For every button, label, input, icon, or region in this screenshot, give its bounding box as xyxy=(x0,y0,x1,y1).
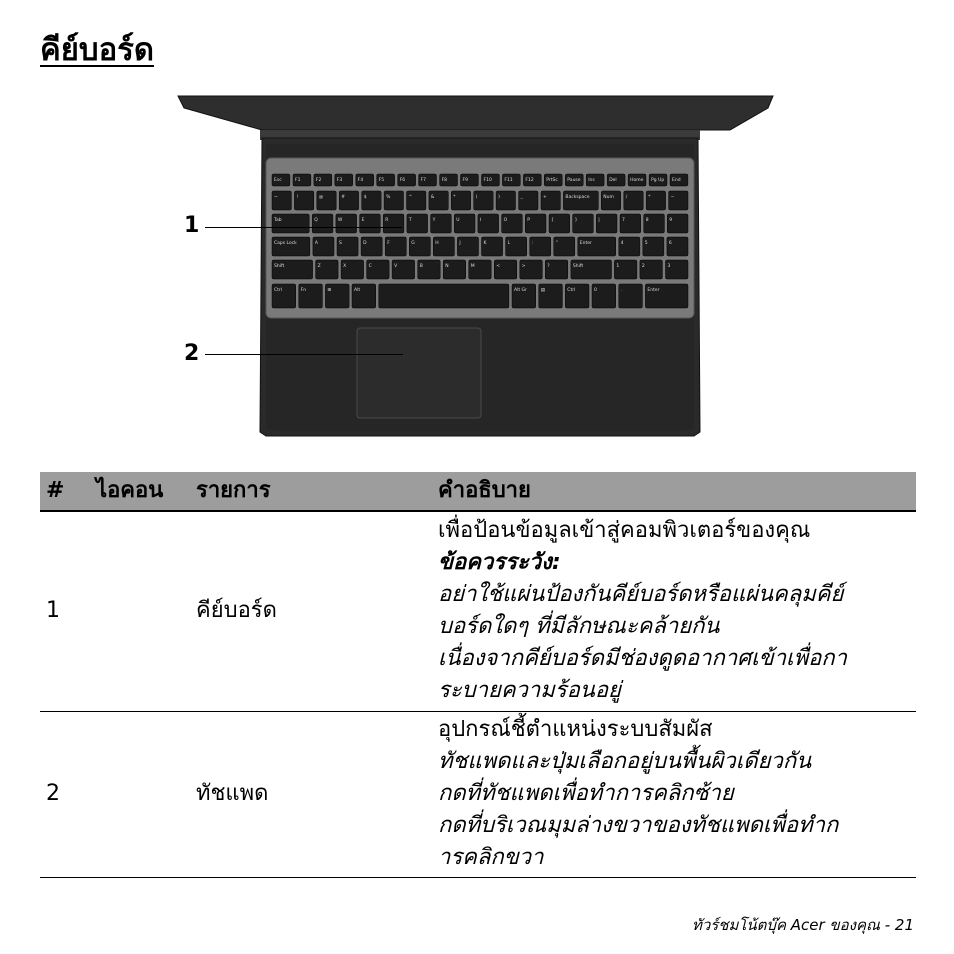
keyboard-key xyxy=(554,237,575,256)
keyboard-key-label: { xyxy=(551,218,554,223)
keyboard-key-label: ? xyxy=(547,264,550,269)
keyboard-key-label: Caps Lock xyxy=(274,241,297,246)
keyboard-key xyxy=(362,191,381,210)
keyboard-key-label: . xyxy=(620,288,623,293)
keyboard-key-label: Enter xyxy=(579,241,592,246)
keyboard-key-label: K xyxy=(483,241,487,246)
keyboard-key-label: I xyxy=(479,218,482,223)
desc-line: กดที่บริเวณมุมล่างขวาของทัชแพดเพื่อทำก xyxy=(438,813,839,838)
row-icon xyxy=(96,711,196,877)
table-row xyxy=(40,711,916,877)
page-title: คีย์บอร์ด xyxy=(40,32,154,68)
keyboard-key-label: @ xyxy=(318,195,324,200)
keyboard-key xyxy=(409,237,430,256)
keyboard-key-label: Pause xyxy=(567,178,581,183)
row-item: ทัชแพด xyxy=(196,781,269,806)
keyboard-key-label: 0 xyxy=(594,288,597,293)
keyboard-key-label: 8 xyxy=(645,218,649,223)
keyboard-key-label: M xyxy=(470,264,475,269)
keyboard-key-label: * xyxy=(648,195,651,200)
page-footer: ทัวร์ชมโน้ตบุ๊ค Acer ของคุณ - 21 xyxy=(691,916,914,934)
keyboard-key xyxy=(407,214,428,233)
keyboard-key xyxy=(667,237,688,256)
keyboard-key xyxy=(360,214,381,233)
keyboard-key-label: F7 xyxy=(420,178,427,183)
keyboard-key-label: F xyxy=(387,241,390,246)
row-desc xyxy=(434,511,916,711)
keyboard-key-label: Ins xyxy=(588,178,595,183)
keyboard-key-label: 1 xyxy=(616,264,620,269)
desc-line: อย่าใช้แผ่นป้องกันคีย์บอร์ดหรือแผ่นคลุมคีย์ xyxy=(438,582,844,608)
keyboard-key xyxy=(624,191,643,210)
desc-line: บอร์ดใดๆ ที่มีลักษณะคล้ายกัน xyxy=(438,614,720,640)
keyboard-key-label: Shift xyxy=(572,264,584,269)
keyboard-key xyxy=(496,191,515,210)
keyboard-key-label: Alt Gr xyxy=(514,288,527,293)
keyboard-key-label: Num xyxy=(603,195,614,200)
keyboard-key xyxy=(272,214,309,233)
row-item: คีย์บอร์ด xyxy=(196,598,277,624)
keyboard-key-label: C xyxy=(368,264,372,269)
keyboard-key xyxy=(341,260,364,279)
keyboard-key-label: Z xyxy=(317,264,321,269)
keyboard-key-label: 5 xyxy=(644,241,648,246)
keyboard-key-label: < xyxy=(496,264,501,269)
keyboard-key xyxy=(443,260,466,279)
keyboard-key-label: F11 xyxy=(504,178,513,183)
keyboard-key-label: ( xyxy=(475,195,478,200)
keyboard-key-label: | xyxy=(598,218,600,223)
table-header-row xyxy=(40,472,916,511)
keyboard-key xyxy=(520,260,543,279)
desc-line: เนื่องจากคีย์บอร์ดมีช่องดูดอากาศเข้าเพื่อกา xyxy=(438,646,847,672)
keyboard-key-label: F12 xyxy=(525,178,534,183)
keyboard-key-label: ▤ xyxy=(540,288,545,293)
desc-line: ระบายความร้อนอยู่ xyxy=(438,678,621,704)
header-num: # xyxy=(40,472,96,511)
keyboard-key-label: Ctrl xyxy=(567,288,576,293)
keyboard-key xyxy=(379,284,509,308)
keyboard-key-label: F2 xyxy=(315,178,322,183)
desc-line: ทัชแพดและปุ่มเลือกอยู่บนพื้นผิวเดียวกัน xyxy=(438,749,812,774)
keyboard-key-label: 7 xyxy=(622,218,625,223)
keyboard-key xyxy=(429,191,448,210)
keyboard-key xyxy=(619,237,640,256)
keyboard-key-label: " xyxy=(555,241,558,246)
keyboard-key xyxy=(545,260,568,279)
keyboard-key xyxy=(506,237,527,256)
keyboard-key-label: Tab xyxy=(274,218,282,223)
keyboard-key xyxy=(407,191,426,210)
keyboard-key-label: F6 xyxy=(399,178,406,183)
table-row xyxy=(40,511,916,711)
keyboard-key-label: R xyxy=(385,218,389,223)
keyboard-key-label: L xyxy=(507,241,511,246)
desc-line: กดที่ทัชแพดเพื่อทำการคลิกซ้าย xyxy=(438,781,734,806)
keyboard-key xyxy=(614,260,637,279)
keyboard-key-label: ! xyxy=(296,195,299,200)
keyboard-key-label: Y xyxy=(432,218,436,223)
keyboard-key-label: F4 xyxy=(357,178,364,183)
desc-line: เพื่อป้อนข้อมูลเข้าสู่คอมพิวเตอร์ของคุณ xyxy=(438,518,811,544)
keyboard-key xyxy=(596,214,617,233)
keyboard-key-label: D xyxy=(363,241,367,246)
keyboard-key xyxy=(316,260,339,279)
keyboard-key xyxy=(451,191,470,210)
row-icon xyxy=(96,511,196,711)
keyboard-key xyxy=(640,260,663,279)
keyboard-key xyxy=(431,214,452,233)
callout-1-label: 1 xyxy=(184,213,200,238)
keyboard-key xyxy=(272,260,313,279)
keyboard-key xyxy=(541,191,560,210)
keyboard-key xyxy=(383,214,404,233)
keyboard-key-label: F5 xyxy=(378,178,385,183)
keyboard-key-label: W xyxy=(337,218,343,223)
keyboard-key xyxy=(469,260,492,279)
keyboard-key-label: A xyxy=(314,241,318,246)
keyboard-key-label: 4 xyxy=(620,241,624,246)
keyboard-key xyxy=(418,260,441,279)
keyboard-key-label: B xyxy=(419,264,423,269)
keyboard-key xyxy=(272,191,291,210)
keyboard-key-label: _ xyxy=(520,195,523,200)
keyboard-key xyxy=(337,237,358,256)
keyboard-key-label: F1 xyxy=(295,178,301,183)
keyboard-key-label: $ xyxy=(363,195,367,200)
keyboard-key-label: 9 xyxy=(669,218,673,223)
keyboard-key xyxy=(478,214,499,233)
keyboard-key xyxy=(619,284,643,308)
keyboard-key-label: X xyxy=(343,264,347,269)
keyboard-key-label: ^ xyxy=(408,195,413,200)
keyboard-key-label: Backspace xyxy=(565,195,590,200)
keyboard-key-label: T xyxy=(408,218,412,223)
callout-2-line xyxy=(205,354,403,355)
keyboard-key-label: Esc xyxy=(274,178,282,183)
keyboard-key-label: Q xyxy=(314,218,318,223)
row-desc xyxy=(434,711,916,877)
keyboard-key-label: S xyxy=(339,241,342,246)
keyboard-key xyxy=(519,191,538,210)
laptop-lid xyxy=(178,96,773,130)
keyboard-key-label: Ctrl xyxy=(274,288,283,293)
keyboard-key-label: V xyxy=(394,264,398,269)
header-desc: คำอธิบาย xyxy=(434,472,916,511)
keyboard-key-label: # xyxy=(341,195,345,200)
keyboard-key xyxy=(502,214,523,233)
keyboard-key xyxy=(367,260,390,279)
keyboard-key-label: Enter xyxy=(647,288,660,293)
keyboard-key-label: E xyxy=(361,218,365,223)
laptop-keyboard-figure xyxy=(170,90,790,450)
keyboard-key xyxy=(669,191,688,210)
keyboard-key-label: P xyxy=(527,218,531,223)
desc-line: ารคลิกขวา xyxy=(438,845,544,870)
keyboard-key-label: N xyxy=(445,264,449,269)
keyboard-key-label: O xyxy=(503,218,508,223)
keyboard-key-label: : xyxy=(531,241,534,246)
keyboard-key-label: F3 xyxy=(336,178,343,183)
keyboard-key xyxy=(317,191,336,210)
keyboard-key xyxy=(578,237,616,256)
keyboard-key-label: 3 xyxy=(667,264,671,269)
keyboard-key xyxy=(530,237,551,256)
keyboard-key xyxy=(392,260,415,279)
keyboard-key-label: Shift xyxy=(274,264,285,269)
keyboard-key xyxy=(482,237,503,256)
keyboard-key-label: + xyxy=(543,195,547,200)
keyboard-key xyxy=(336,214,357,233)
keyboard-key xyxy=(454,214,475,233)
keyboard-key-label: Home xyxy=(630,178,644,183)
keyboard-key xyxy=(643,237,664,256)
keyboard-key xyxy=(601,191,620,210)
keyboard-key-label: Pg Up xyxy=(651,178,665,183)
keyboard-key xyxy=(294,191,313,210)
keyboard-key xyxy=(525,214,546,233)
keyboard-key-label: ~ xyxy=(274,195,278,200)
touchpad xyxy=(357,328,481,418)
keyboard-key xyxy=(620,214,641,233)
row-num: 1 xyxy=(46,598,60,624)
keyboard-key xyxy=(573,214,594,233)
keyboard-key-label: Fn xyxy=(300,288,307,293)
keyboard-key-label: G xyxy=(411,241,415,246)
keyboard-key-label: − xyxy=(670,195,675,200)
keyboard-key xyxy=(457,237,478,256)
keyboard-key-label: End xyxy=(672,178,681,183)
keyboard-key xyxy=(433,237,454,256)
header-item: รายการ xyxy=(196,472,434,511)
keyboard-key-label: F9 xyxy=(462,178,468,183)
keyboard-key-label: ) xyxy=(498,195,500,200)
keyboard-key-label: PrtSc xyxy=(546,178,558,183)
keyboard-key-label: F10 xyxy=(483,178,492,183)
keyboard-key xyxy=(474,191,493,210)
callout-1-line xyxy=(205,227,402,228)
keyboard-key-label: ⊞ xyxy=(327,288,332,293)
keyboard-key-label: 6 xyxy=(668,241,672,246)
row-num: 2 xyxy=(46,781,60,806)
header-icon: ไอคอน xyxy=(96,472,196,511)
desc-line: อุปกรณ์ชี้ตำแหน่งระบบสัมผัส xyxy=(438,717,713,742)
keyboard-key-label: Alt xyxy=(354,288,361,293)
keyboard-key xyxy=(272,237,310,256)
keyboard-key xyxy=(384,191,403,210)
keyboard-key xyxy=(646,191,665,210)
keyboard-key xyxy=(312,214,333,233)
keyboard-key-label: 2 xyxy=(641,264,645,269)
keyboard-key xyxy=(313,237,334,256)
caution-label: ข้อควรระวัง: xyxy=(438,550,561,576)
keyboard-key xyxy=(494,260,517,279)
keyboard-key-label: > xyxy=(521,264,526,269)
items-table xyxy=(40,472,916,878)
keyboard-key-label: % xyxy=(386,195,391,200)
keyboard-key-label: Del xyxy=(609,178,617,183)
keyboard-key xyxy=(667,214,688,233)
keyboard-key-label: & xyxy=(430,195,435,200)
keyboard-key-label: } xyxy=(574,218,578,223)
keyboard-key xyxy=(644,214,665,233)
keyboard-key-label: H xyxy=(435,241,439,246)
keyboard-key-label: * xyxy=(453,195,456,200)
keyboard-key-label: F8 xyxy=(441,178,448,183)
keyboard-key-label: J xyxy=(459,241,461,246)
keyboard-key xyxy=(563,191,598,210)
keyboard-key xyxy=(549,214,570,233)
keyboard-key xyxy=(385,237,406,256)
keyboard-key xyxy=(666,260,689,279)
keyboard-key xyxy=(339,191,358,210)
keyboard-key-label: / xyxy=(625,195,628,200)
keyboard-key-label: U xyxy=(456,218,460,223)
keyboard-key xyxy=(571,260,612,279)
keyboard-key xyxy=(361,237,382,256)
callout-2-label: 2 xyxy=(184,341,200,366)
